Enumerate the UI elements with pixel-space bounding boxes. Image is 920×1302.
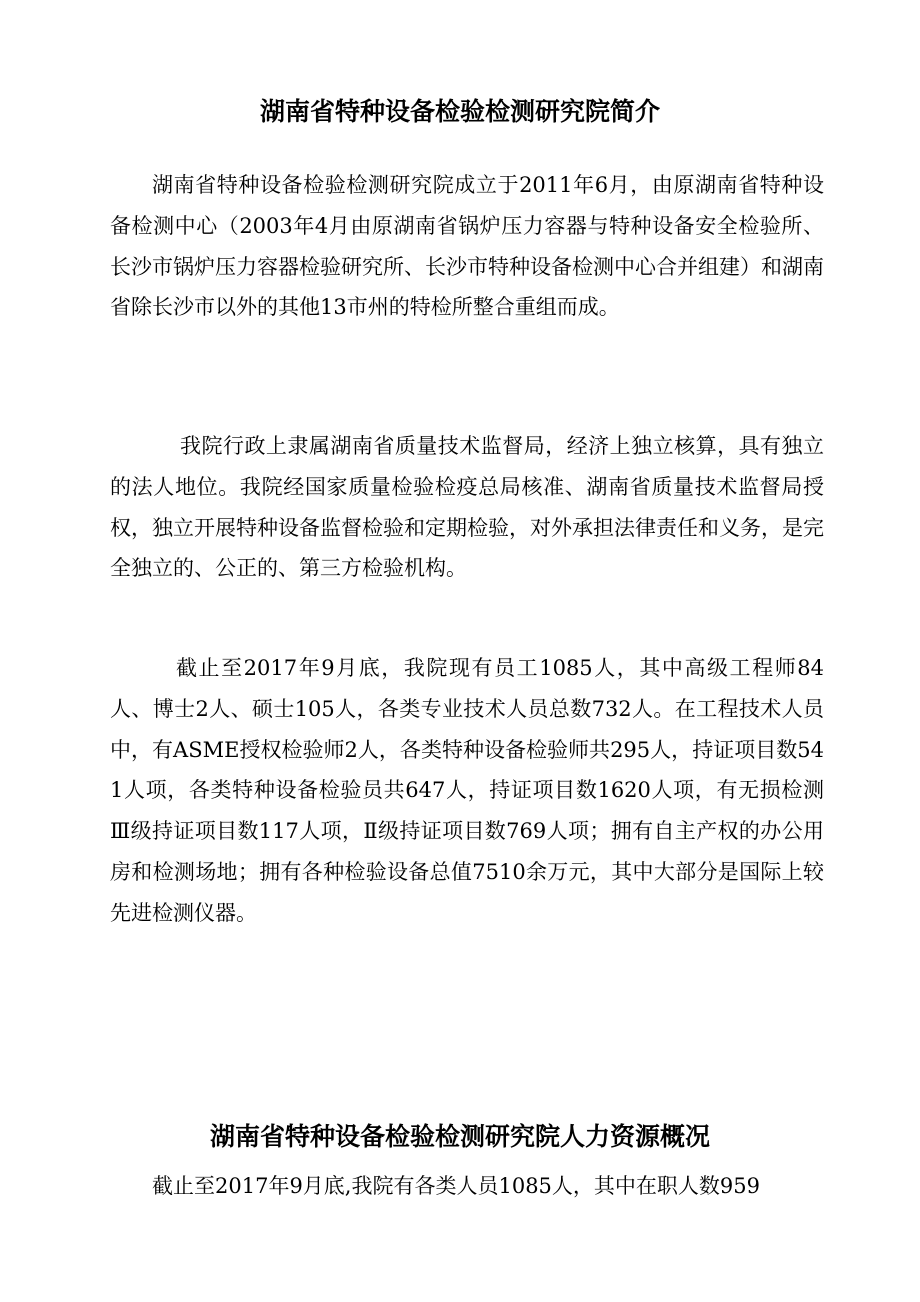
section-title-hr: 湖南省特种设备检验检测研究院人力资源概况: [209, 1122, 710, 1151]
intro-paragraph-1: 湖南省特种设备检验检测研究院成立于2011年6月，由原湖南省特种设备检测中心（2003年4月由原湖南省锅炉压力容器与特种设备安全检验所、长沙市锅炉压力容器检验研究所、长沙市特种设备检测中心合并组建）和湖南省除长沙市以外的其他13市州的特检所整合重组而成。: [110, 173, 824, 320]
hr-paragraph-1: 截止至2017年9月底,我院有各类人员1085人，其中在职人数959: [152, 1174, 761, 1198]
document-title: 湖南省特种设备检验检测研究院简介: [259, 97, 660, 126]
intro-paragraph-3: 截止至2017年9月底，我院现有员工1085人，其中高级工程师84人、博士2人、硕士105人，各类专业技术人员总数732人。在工程技术人员中，有ASME授权检验师2人，各类特种设备检验师共295人，持证项目数541人项，各类特种设备检验员共647人，持证项目数1620人项，有无损检测Ⅲ级持证项目数117人项，Ⅱ级持证项目数769人项；拥有自主产权的办公用房和检测场地；拥有各种检验设备总值7510余万元，其中大部分是国际上较先进检测仪器。: [110, 656, 824, 925]
intro-paragraph-2: 我院行政上隶属湖南省质量技术监督局，经济上独立核算，具有独立的法人地位。我院经国家质量检验检疫总局核准、湖南省质量技术监督局授权，独立开展特种设备监督检验和定期检验，对外承担法律责任和义务，是完全独立的、公正的、第三方检验机构。: [110, 434, 824, 581]
